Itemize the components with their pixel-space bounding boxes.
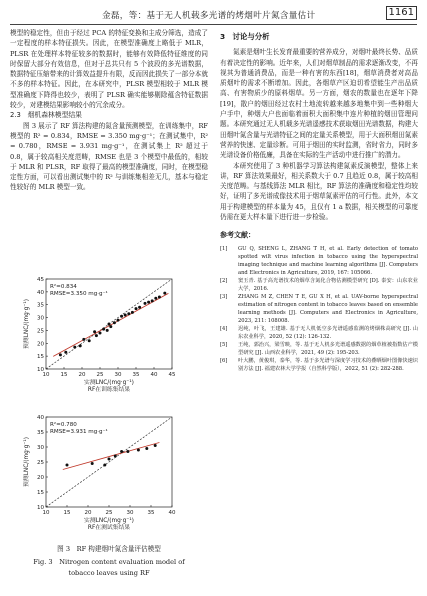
subsection-heading: 2.3 烟机森林模型结果 — [10, 111, 82, 120]
x-tick-label: 45 — [168, 372, 176, 378]
data-point — [79, 344, 82, 347]
chart-annotation: R²=0.834 — [50, 284, 77, 290]
data-point — [95, 334, 98, 337]
y-tick-label: 10 — [37, 505, 44, 511]
reference-text: ZHANG M Z, CHEN T E, GU X H, et al. UAV-borne hyperspectral estimation of nitrogen content in tobacco leaves based on ensemble learning methods [J]. Computers and Electronics in Agriculture, 2023, 211: 108008. — [238, 293, 418, 324]
paragraph: 图 3 展示了 RF 算法构建的氮含量预测模型，在训练集中，RF 模型的 R² = 0.834，RMSE = 3.350 mg·g⁻¹；在测试集中，R² = 0.780，RMSE = 3.931 mg·g⁻¹，在测试集上 R² 超过于 0.8，属于较高相关度范畴，RMSE 也是 3 个模型中最低的，相较于 MLR 和 PLSR，RF 取得了最高的模型准确度，同时，在模型稳定性方面，可以看出测试集中的 R² 与训练集相差无几，基本与稳定性较好的 MLR 模型一致。 — [10, 121, 208, 192]
reference-number: [5] — [220, 341, 228, 348]
y-axis-label: 预测LNC/(mg·g⁻¹) — [24, 299, 30, 349]
x-tick-label: 30 — [114, 372, 122, 378]
references-heading: 参考文献： — [220, 231, 255, 240]
data-point — [99, 332, 102, 335]
data-point — [114, 455, 117, 458]
figure-caption-en-1: Fig. 3 Nitrogen content evaluation model of — [33, 558, 185, 566]
data-point — [147, 301, 150, 304]
reference-list — [220, 245, 418, 373]
data-point — [158, 296, 161, 299]
y-tick-label: 30 — [37, 445, 44, 451]
data-point — [151, 299, 154, 302]
data-point — [113, 321, 116, 324]
x-axis-label: 实测LNC/(mg·g⁻¹) — [84, 380, 134, 386]
y-tick-label: 35 — [37, 430, 44, 436]
chart-annotation: RMSE=3.931 mg·g⁻¹ — [50, 429, 108, 435]
reference-text: 叶大鹏，黄俊琪，泰华，等. 基于多光谱与深度学习技术的叠晒烟叶图像快速识别方法 [J]. 福建农林大学学报（自然科学版），2022, 51 (2): 282-288. — [238, 357, 418, 372]
x-tick-label: 10 — [42, 372, 50, 378]
fit-line — [53, 293, 168, 356]
x-tick-label: 20 — [78, 372, 86, 378]
data-point — [88, 339, 91, 342]
y-tick-label: 30 — [37, 315, 44, 322]
data-point — [108, 323, 111, 326]
data-point — [91, 462, 94, 465]
reference-number: [2] — [220, 277, 228, 284]
right-column — [220, 28, 418, 373]
data-point — [106, 329, 109, 332]
reference-item — [220, 277, 418, 293]
x-tick-label: 35 — [147, 510, 155, 516]
reference-item — [220, 341, 418, 357]
page-number: 1161 — [386, 6, 417, 20]
x-tick-label: 20 — [84, 510, 92, 516]
data-point — [103, 464, 106, 467]
chart-subtitle: RF在训练集结果 — [87, 387, 131, 393]
data-point — [66, 464, 69, 467]
data-point — [154, 444, 157, 447]
y-tick-label: 15 — [37, 490, 44, 496]
y-tick-label: 45 — [37, 277, 44, 283]
chart-subtitle: RF在测试集结果 — [87, 525, 131, 531]
data-point — [144, 302, 147, 305]
data-point — [126, 450, 129, 453]
data-point — [82, 338, 85, 341]
data-point — [138, 306, 141, 309]
x-tick-label: 25 — [96, 372, 104, 378]
data-point — [145, 447, 148, 450]
data-point — [93, 330, 96, 333]
y-tick-label: 25 — [37, 328, 44, 335]
scatter-chart-test — [14, 411, 204, 531]
figure-caption-cn: 图 3 RF 构建烟叶氮含量评估模型 — [57, 545, 161, 553]
figure-caption-en-2: tobacco leaves using RF — [68, 569, 150, 577]
reference-item — [220, 245, 418, 277]
x-tick-label: 15 — [60, 372, 68, 378]
data-point — [120, 450, 123, 453]
data-point — [108, 458, 111, 461]
data-point — [64, 351, 67, 354]
y-tick-label: 15 — [37, 354, 44, 361]
x-tick-label: 25 — [105, 510, 113, 516]
reference-text: 王纯，郭治兴，梁雪映，等. 基于无人机多光谱遥感数据的烟草植被指数估产模型研究 [J]. 山西农业科学，2021, 49 (2): 195-203. — [238, 341, 418, 356]
data-point — [163, 292, 166, 295]
data-point — [120, 315, 123, 318]
chart-svg — [14, 411, 204, 531]
y-tick-label: 20 — [37, 475, 44, 481]
y-tick-label: 25 — [37, 460, 44, 466]
reference-number: [6] — [220, 357, 228, 364]
chart-svg — [14, 273, 204, 393]
x-tick-label: 30 — [126, 510, 134, 516]
reference-text: 窦玉青. 基于高光谱技术的烟草含氮化合物估测模型研究 [D]. 泰安：山东农业大学，2016. — [238, 277, 418, 292]
scatter-chart-train — [14, 273, 204, 393]
data-point — [102, 328, 105, 331]
y-tick-label: 10 — [37, 367, 44, 373]
reference-item — [220, 293, 418, 325]
paragraph: 氮素是烟叶生长发育最重要的营养成分，对烟叶最终长势、品质有着决定性的影响。近年来，人们对烟草制品的需求逐渐改变，不再视其为普通消费品，而是一种有害的东西[18]，烟草消费者对高品质烟叶的需求不断增加。因此，各烟草产区迫切希望能生产出品质高、有害物质少的原料烟草。另一方面，烟农的数量也在逐年下降[19]，散户的烟田经过农村土地流转越来越多地集中到一些种烟大户手中，种烟大户也面临着面积大面积集中连片种植的烟田管理问题。本研究通过无人机载多光谱遥感技术获取烟田光谱数据，构建大田烟叶氮含量与光谱特征之间的定量关系模型，用于大面积烟田氮素营养的快速、定量诊断。可用于烟田的实时监测，省时省力，同时多光谱设备价格低廉，具备在实际的生产活动中进行推广的潜力。 — [220, 48, 418, 160]
data-point — [127, 312, 130, 315]
reference-item — [220, 325, 418, 341]
y-tick-label: 20 — [37, 341, 44, 348]
x-tick-label: 35 — [132, 372, 140, 378]
data-point — [154, 297, 157, 300]
data-point — [117, 319, 120, 322]
reference-text: 迟纯，叶飞，王建雄. 基于无人机低空多光谱遥感监测的烤烟株高研究 [J]. 山东农业科学，2020, 52 (12): 126-132. — [238, 325, 418, 340]
left-column — [10, 28, 208, 193]
chart-annotation: RMSE=3.350 mg·g⁻¹ — [50, 291, 108, 297]
y-tick-label: 40 — [37, 289, 44, 296]
data-point — [131, 311, 134, 314]
x-tick-label: 15 — [63, 510, 71, 516]
reference-item — [220, 357, 418, 373]
section-heading: 3 讨论与分析 — [220, 32, 270, 41]
x-tick-label: 40 — [150, 372, 158, 378]
y-axis-label: 预测LNC/(mg·g⁻¹) — [24, 437, 30, 487]
data-point — [59, 353, 62, 356]
paragraph: 本研究使用了 3 种机器学习算法构建氮素反演模型，整体上来讲，RF 算法效果最好，相关系数大于 0.7 且趋近 0.8，属于较高相关度范畴。与基线算法 MLR 相比，RF 算法的准确度和稳定性均较好，证明了多光谱成像技术用于烟草氮素评估的可行性。此外，本文用于构建模型的样本量为 45，且仅有 1 a 数据，相关模型的可靠度仍需在更大样本量下进行进一步检验。 — [220, 161, 418, 222]
reference-number: [3] — [220, 293, 228, 300]
fit-line — [63, 443, 160, 470]
reference-number: [4] — [220, 325, 228, 332]
y-tick-label: 40 — [37, 415, 44, 421]
running-title: 金磊，等：基于无人机载多光谱的烤烟叶片氮含量估计 — [102, 11, 316, 21]
data-point — [73, 346, 76, 349]
reference-number: [1] — [220, 245, 228, 252]
data-point — [135, 307, 138, 310]
x-axis-label: 实测LNC/(mg·g⁻¹) — [84, 518, 134, 524]
x-tick-label: 40 — [168, 510, 176, 516]
paragraph: 模型的稳定性，但由于经过 PCA 的特征变换和主成分筛选，造成了一定程度的样本特征损失。因此，在模型准确度上略低于 MLR，PLSR 在处理样本特征较多的数据时，能够有效降低特征维度的同时保留大部分有效信息，但对于总共只有 5 个波段的多光谱数据，数据特征压缩带来的计算效益提升有限，反而因此损失了一部分本就不多的样本特征。因此，在本研究中，PLSR 模型相较于 MLR 模型准确度下降得也较少，表明了 PLSR 确实能够剔除蕴含特征数据较少，对建模结果影响较小的冗余成分。 — [10, 29, 208, 110]
y-tick-label: 35 — [37, 302, 44, 309]
data-point — [137, 449, 140, 452]
x-tick-label: 10 — [42, 510, 50, 516]
data-point — [124, 314, 127, 317]
reference-text: GU Q, SHENG L, ZHANG T H, et al. Early detection of tomato spotted wilt virus infection in tobacco using the hyperspectral imaging technique and machine learning algorithms [J]. Computers and Electronics in Agriculture, 2019, 167: 105066. — [238, 245, 418, 276]
page-header — [10, 6, 417, 25]
chart-annotation: R²=0.780 — [50, 422, 77, 428]
data-point — [109, 325, 112, 328]
